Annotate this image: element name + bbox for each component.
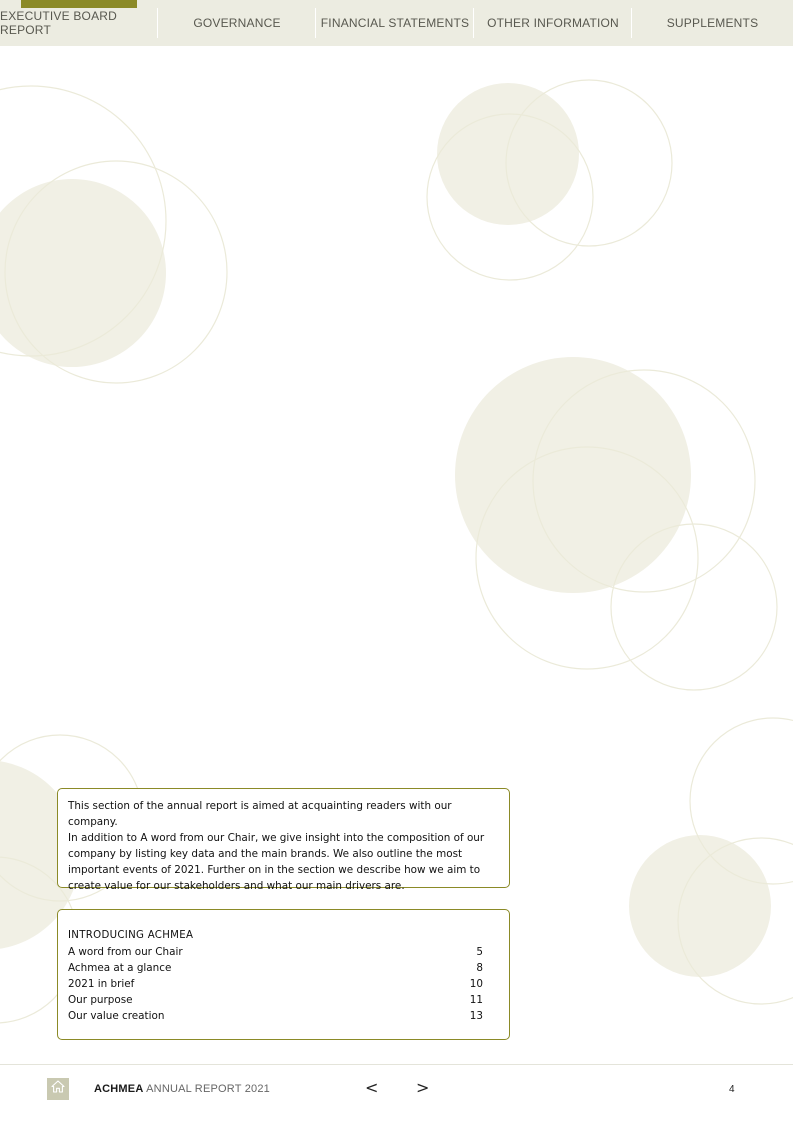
toc-entry-label: Our purpose	[68, 994, 133, 1006]
intro-text-box	[57, 788, 510, 892]
toc-entry-page: 8	[476, 962, 483, 974]
toc-entry-achmea-at-a-glance[interactable]	[68, 960, 483, 976]
footer-brand: ACHMEA	[94, 1083, 144, 1095]
toc-entry-page: 10	[469, 978, 483, 990]
home-icon	[51, 1080, 65, 1098]
toc-entry-label: A word from our Chair	[68, 946, 183, 958]
page-number: 4	[729, 1084, 735, 1095]
home-button[interactable]	[47, 1078, 69, 1100]
toc-entry-label: 2021 in brief	[68, 978, 135, 990]
toc-entry-our-purpose[interactable]	[68, 992, 483, 1008]
intro-line: This section of the annual report is aimed at acquainting readers with our company.	[68, 800, 452, 828]
tab-label: EXECUTIVE BOARD REPORT	[0, 9, 118, 37]
footer-title-text: ANNUAL REPORT 2021	[146, 1083, 270, 1095]
intro-line: company by listing key data and the main brands. We also outline the most	[68, 848, 463, 860]
tab-label: FINANCIAL STATEMENTS	[320, 16, 470, 30]
tab-label: SUPPLEMENTS	[666, 16, 759, 30]
toc-entry-page: 13	[469, 1010, 483, 1022]
footer-report-title	[94, 1083, 270, 1095]
footer-divider	[0, 1064, 793, 1065]
intro-line: In addition to A word from our Chair, we give insight into the composition of our	[68, 832, 485, 844]
toc-entry-word-from-chair[interactable]	[68, 944, 483, 960]
tab-label: OTHER INFORMATION	[487, 16, 619, 30]
toc-entry-label: Achmea at a glance	[68, 962, 172, 974]
tab-label: GOVERNANCE	[193, 16, 281, 30]
toc-entry-2021-in-brief[interactable]	[68, 976, 483, 992]
section-title: INTRODUCING ACHMEA	[68, 930, 194, 941]
toc-entry-label: Our value creation	[68, 1010, 165, 1022]
toc-entry-page: 5	[476, 946, 483, 958]
previous-page-button[interactable]: <	[365, 1078, 379, 1097]
next-page-button[interactable]: >	[416, 1078, 430, 1097]
intro-line: important events of 2021. Further on in the section we describe how we aim to	[68, 864, 481, 876]
intro-line: create value for our stakeholders and what our main drivers are.	[68, 880, 405, 892]
toc-entry-page: 11	[469, 994, 483, 1006]
section-contents-box	[57, 909, 510, 1040]
toc-entry-our-value-creation[interactable]	[68, 1008, 483, 1024]
